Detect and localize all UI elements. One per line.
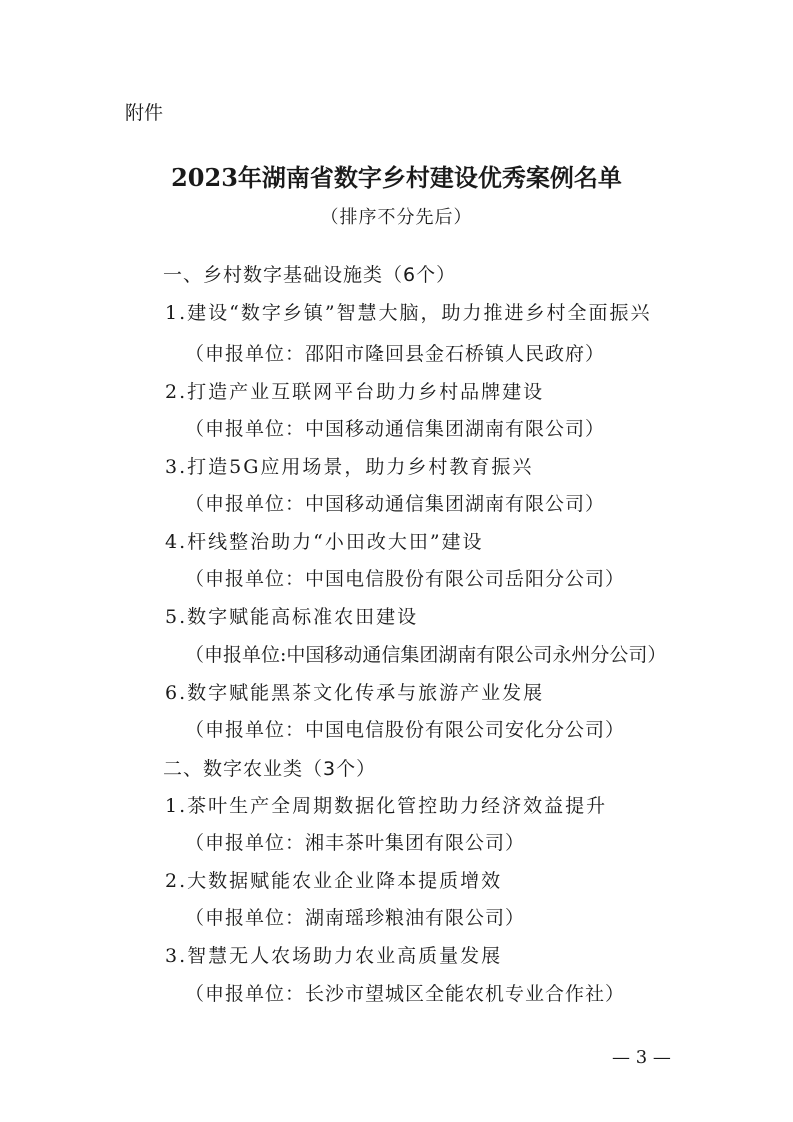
section-heading: 二、数字农业类（3个） bbox=[163, 758, 377, 780]
case-title: 1.茶叶生产全周期数据化管控助力经济效益提升 bbox=[165, 795, 608, 817]
case-unit: （申报单位：湖南瑶珍粮油有限公司） bbox=[185, 907, 526, 929]
case-title: 5.数字赋能高标准农田建设 bbox=[165, 606, 419, 628]
case-unit: （申报单位:中国移动通信集团湖南有限公司永州分公司） bbox=[185, 644, 667, 666]
case-title: 3.智慧无人农场助力农业高质量发展 bbox=[165, 945, 503, 967]
case-unit: （申报单位：湘丰茶叶集团有限公司） bbox=[185, 832, 526, 854]
case-title: 1.建设“数字乡镇”智慧大脑，助力推进乡村全面振兴 bbox=[165, 302, 652, 324]
page-title: 2023年湖南省数字乡村建设优秀案例名单 bbox=[171, 163, 622, 192]
attachment-label: 附件 bbox=[125, 102, 164, 124]
case-title: 4.杆线整治助力“小田改大田”建设 bbox=[165, 531, 484, 553]
case-unit: （申报单位：长沙市望城区全能农机专业合作社） bbox=[185, 983, 626, 1005]
case-title: 2.打造产业互联网平台助力乡村品牌建设 bbox=[165, 381, 545, 403]
page-subtitle: （排序不分先后） bbox=[320, 207, 473, 228]
case-unit: （申报单位：中国移动通信集团湖南有限公司） bbox=[185, 418, 606, 440]
section-heading: 一、乡村数字基础设施类（6个） bbox=[163, 264, 457, 286]
case-unit: （申报单位：中国电信股份有限公司岳阳分公司） bbox=[185, 568, 626, 590]
case-title: 3.打造5G应用场景，助力乡村教育振兴 bbox=[165, 456, 534, 478]
case-unit: （申报单位：中国电信股份有限公司安化分公司） bbox=[185, 719, 626, 741]
case-unit: （申报单位：邵阳市隆回县金石桥镇人民政府） bbox=[185, 343, 606, 365]
case-unit: （申报单位：中国移动通信集团湖南有限公司） bbox=[185, 493, 606, 515]
case-title: 2.大数据赋能农业企业降本提质增效 bbox=[165, 870, 503, 892]
page-number: — 3 — bbox=[612, 1047, 671, 1068]
case-title: 6.数字赋能黑茶文化传承与旅游产业发展 bbox=[165, 682, 545, 704]
